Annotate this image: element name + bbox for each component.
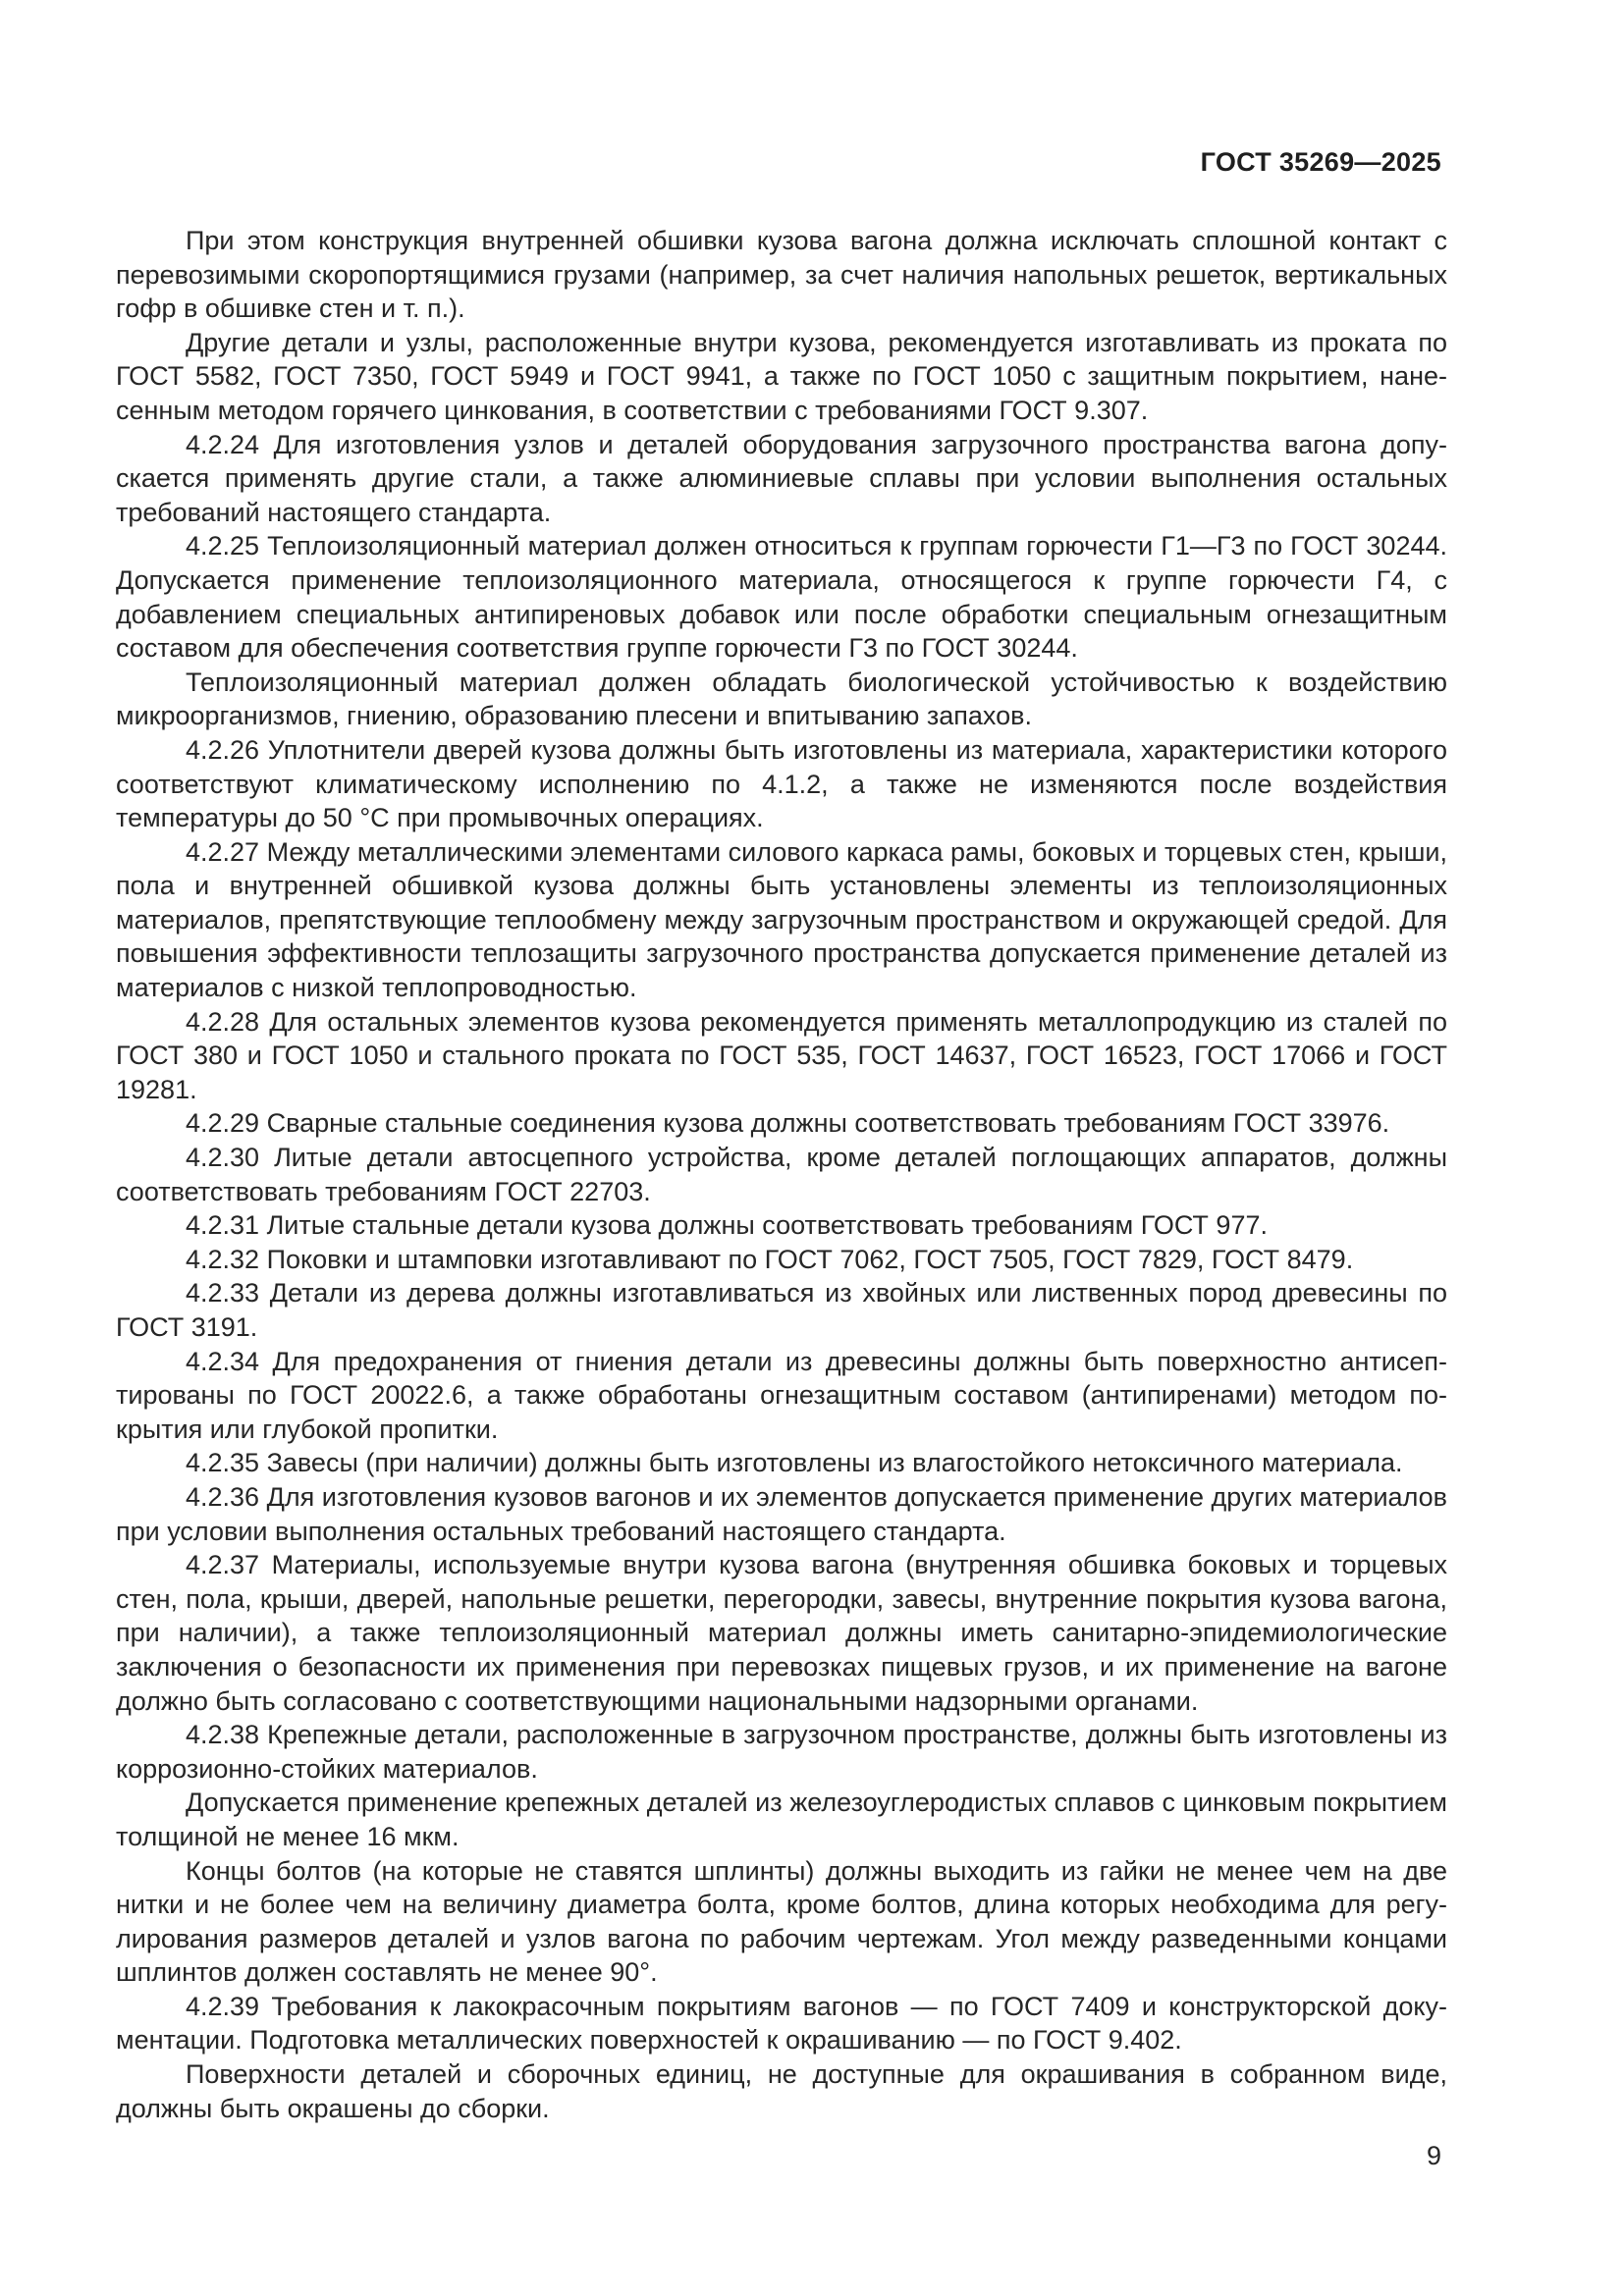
paragraph-4-2-30: 4.2.30 Литые детали автосцепного устройства, кроме деталей поглощающих аппаратов, должны соответствовать требованиям ГОСТ 22703. bbox=[116, 1143, 1447, 1206]
page-number: 9 bbox=[1426, 2141, 1441, 2170]
document-code-header: ГОСТ 35269—2025 bbox=[1200, 147, 1441, 177]
paragraph: При этом конструкция внутренней обшивки кузова вагона должна исключать сплошной контакт с перевозимыми скоропортящимися грузами (например, за счет наличия напольных решеток, вертикальных гофр в обшивке стен и т. п.). bbox=[116, 226, 1447, 324]
paragraph-4-2-33: 4.2.33 Детали из дерева должны изготавливаться из хвойных или лиственных пород древесины по ГОСТ 3191. bbox=[116, 1278, 1447, 1342]
document-body bbox=[116, 224, 1447, 2125]
paragraph: Поверхности деталей и сборочных единиц, не доступные для окрашивания в собранном виде, должны быть окрашены до сборки. bbox=[116, 2059, 1447, 2123]
paragraph: Допускается применение крепежных деталей из железоуглеродистых сплавов с цинковым покрытием толщиной не менее 16 мкм. bbox=[116, 1788, 1447, 1851]
paragraph: Другие детали и узлы, расположенные внутри кузова, рекомендуется изготавливать из проката по ГОСТ 5582, ГОСТ 7350, ГОСТ 5949 и ГОСТ 9941, а также по ГОСТ 1050 с защитным покрытием, нанесенным методом горячего цинкования, в соответствии с требованиями ГОСТ 9.307. bbox=[116, 327, 1447, 425]
paragraph-4-2-24: 4.2.24 Для изготовления узлов и деталей оборудования загрузочного пространства вагона допускается применять другие стали, а также алюминиевые сплавы при условии выполнения остальных требований настоящего стандарта. bbox=[116, 429, 1447, 527]
paragraph-4-2-28: 4.2.28 Для остальных элементов кузова рекомендуется применять металлопродукцию из сталей по ГОСТ 380 и ГОСТ 1050 и стального проката по ГОСТ 535, ГОСТ 14637, ГОСТ 16523, ГОСТ 17066 и ГОСТ 19281. bbox=[116, 1006, 1447, 1104]
paragraph-4-2-36: 4.2.36 Для изготовления кузовов вагонов и их элементов допускается применение других материалов при условии выполнения остальных требований настоящего стандарта. bbox=[116, 1481, 1447, 1546]
paragraph-4-2-37: 4.2.37 Материалы, используемые внутри кузова вагона (внутренняя обшивка боковых и торцевых стен, пола, крыши, дверей, напольные решетки, перегородки, завесы, внутренние покрытия кузова вагона, при наличии), а также теплоизоляционный материал должны иметь санитарно-эпидемиологические заключения о безопасности их применения при перевозках пищевых грузов, и их применение на вагоне должно быть согласовано с соответствующими национальными надзорными органами. bbox=[116, 1550, 1447, 1716]
paragraph-4-2-26: 4.2.26 Уплотнители дверей кузова должны быть изготовлены из материала, характеристики которого соответствуют климатическому исполнению по 4.1.2, а также не изменяются после воздействия температуры до 50 °С при промывочных операциях. bbox=[116, 734, 1447, 833]
paragraph-4-2-25: 4.2.25 Теплоизоляционный материал должен относиться к группам горючести Г1—Г3 по ГОСТ 30244. Допускается применение теплоизоляционного материала, относящегося к группе горючести Г4, с добавлением специальных антипиреновых добавок или после обработки специальным огнезащитным составом для обеспечения соответствия группе горючести Г3 по ГОСТ 30244. bbox=[116, 531, 1447, 664]
paragraph: Теплоизоляционный материал должен обладать биологической устойчивостью к воздействию микроорганизмов, гниению, образованию плесени и впитыванию запахов. bbox=[116, 667, 1447, 731]
paragraph-4-2-29: 4.2.29 Сварные стальные соединения кузова должны соответствовать требованиям ГОСТ 33976. bbox=[186, 1108, 1390, 1139]
paragraph-4-2-39: 4.2.39 Требования к лакокрасочным покрытиям вагонов — по ГОСТ 7409 и конструкторской документации. Подготовка металлических поверхностей к окрашиванию — по ГОСТ 9.402. bbox=[116, 1991, 1447, 2056]
paragraph: Концы болтов (на которые не ставятся шплинты) должны выходить из гайки не менее чем на две нитки и не более чем на величину диаметра болта, кроме болтов, длина которых необходима для регулирования размеров деталей и узлов вагона по рабочим чертежам. Угол между разведенными концами шплинтов должен составлять не менее 90°. bbox=[116, 1855, 1447, 1988]
paragraph-4-2-31: 4.2.31 Литые стальные детали кузова должны соответствовать требованиям ГОСТ 977. bbox=[186, 1210, 1268, 1241]
paragraph-4-2-35: 4.2.35 Завесы (при наличии) должны быть изготовлены из влагостойкого нетоксичного материала. bbox=[186, 1448, 1403, 1478]
paragraph-4-2-27: 4.2.27 Между металлическими элементами силового каркаса рамы, боковых и торцевых стен, крыши, пола и внутренней обшивкой кузова должны быть установлены элементы из теплоизоляционных материалов, препятствующие теплообмену между загрузочным пространством и окружающей средой. Для повышения эффективности теплозащиты загрузочного пространства допускается применение деталей из материалов с низкой теплопроводностью. bbox=[116, 836, 1447, 1003]
paragraph-4-2-32: 4.2.32 Поковки и штамповки изготавливают по ГОСТ 7062, ГОСТ 7505, ГОСТ 7829, ГОСТ 8479. bbox=[186, 1244, 1354, 1274]
paragraph-4-2-38: 4.2.38 Крепежные детали, расположенные в загрузочном пространстве, должны быть изготовлены из коррозионно-стойких материалов. bbox=[116, 1720, 1447, 1784]
paragraph-4-2-34: 4.2.34 Для предохранения от гниения детали из древесины должны быть поверхностно антисептированы по ГОСТ 20022.6, а также обработаны огнезащитным составом (антипиренами) методом покрытия или глубокой пропитки. bbox=[116, 1346, 1447, 1444]
